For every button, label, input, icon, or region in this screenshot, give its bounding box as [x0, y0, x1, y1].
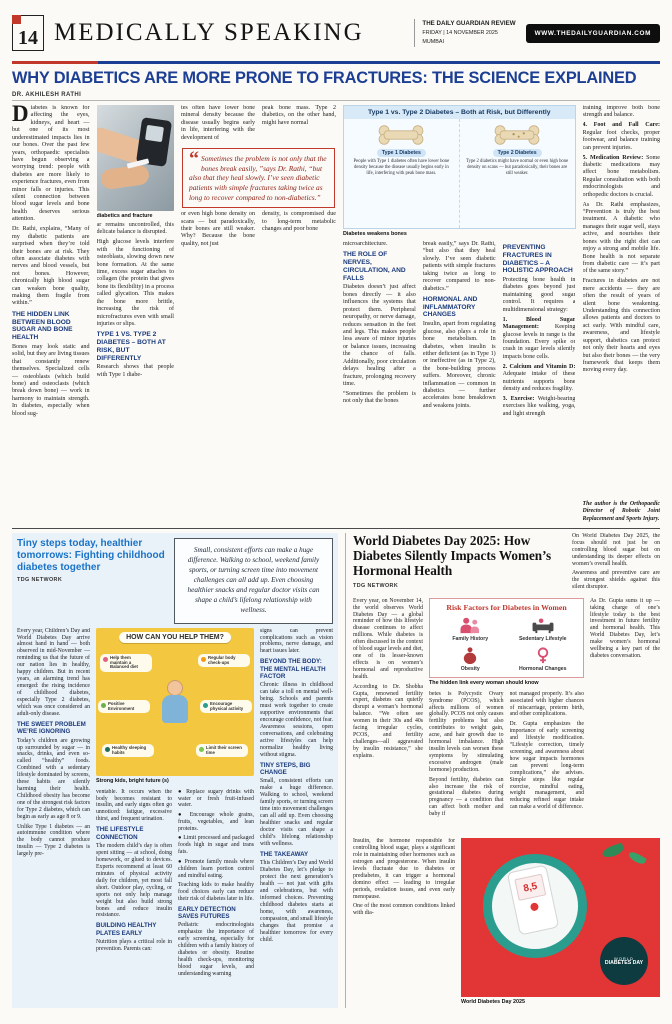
help-chip: Healthy sleeping habits — [102, 744, 154, 758]
wdd-image-wrap — [461, 838, 660, 1008]
body-paragraph: betes is Polycystic Ovary Syndrome (PCOS), which affects millions of women globally. PCOS not only causes fertility problems but also contributes to weight gain, acne, and hair growth due to hormonal imbalance. High insulin levels can worsen these symptoms by stimulating excessive androgen (male hormone) production. — [429, 690, 504, 774]
tiny-headline-wrap — [17, 538, 167, 624]
lead-paragraph: Diabetes is known for affecting the eyes, kidneys, and heart — but one of its most underestimated impacts lies in our bones. Over the past few years, orthopaedic specialists have begun observing a worrying trend: people with diabetes are more likely to experience fractures, even from minor falls or injuries. This silent connection between blood sugar levels and bone health deserves serious attention. — [12, 105, 90, 223]
chip-dot-icon — [103, 657, 108, 662]
chip-dot-icon — [201, 657, 206, 662]
wdd-mini-columns — [429, 691, 584, 835]
body-paragraph: According to Dr. Shobha Gupta, renowned fertility expert, diabetes can quietly disrupt a woman’s hormonal balance. “We often see women in their 30s and 40s facing irregular cycles, PCOS, and fertility challenges—all aggravated by insulin resistance,” she explains. — [353, 683, 423, 760]
quote-open-icon: “ — [189, 147, 199, 170]
article-cols-5-7 — [343, 105, 576, 523]
tiny-quote-box — [174, 538, 333, 624]
subhead-nerves: THE ROLE OF NERVES, CIRCULATION, AND FALLS — [343, 251, 406, 282]
help-chip: Regular body check-ups — [198, 654, 250, 668]
pair-bottom-text — [181, 211, 336, 251]
pull-quote-text: Sometimes the problem is not only that the bones break easily, ”says Dr. Rathi, “but also that they heal slowly. I’ve seen diabetic patients with simple fractures taking twice as long to recover compared to non-diabetics.” — [189, 153, 327, 203]
numbered-item: 2. Calcium and Vitamin D: Adequate intake of these nutrients supports bone density and reduces fragility. — [502, 363, 576, 392]
childhood-diabetes-article — [12, 533, 338, 1008]
article-col-1 — [12, 105, 90, 523]
publication-city: MUMBAI — [422, 39, 444, 46]
risk-grid — [432, 615, 581, 674]
wdd-top-row — [353, 533, 660, 594]
publication-name: THE DAILY GUARDIAN REVIEW — [422, 19, 516, 27]
body-paragraph: or even high bone density on scans — but paradoxically, their bones are still weaker. Why? Because the bone quality, not just — [181, 211, 255, 247]
body-paragraph: Pediatric endocrinologists emphasize the importance of early screening, especially for children with a family history of diabetes or obesity. Routine health check-ups, monitoring blood sugar levels, and understanding warning — [178, 922, 254, 978]
wdd-col-1 — [353, 598, 423, 835]
body-paragraph: “Sometimes the problem is not only that the bones — [343, 390, 416, 405]
child-illustration-head — [167, 680, 183, 696]
body-paragraph: ar remains uncontrolled, this delicate balance is disrupted. — [96, 222, 174, 236]
bottom-sections — [12, 528, 660, 1008]
wdd-col-3 — [510, 691, 585, 835]
subhead-lifestyle: THE LIFESTYLE CONNECTION — [96, 826, 144, 841]
article-col-2 — [97, 105, 175, 523]
body-paragraph: Bones may look static and solid, but they are living tissues that constantly renew themselves. Specialized cells — osteoblasts (which build bone) and osteoclasts (which break down bone) — work in harmony to maintain strength. In diabetes, especially when blood sug- — [12, 343, 90, 417]
page-number-box — [12, 15, 44, 51]
subhead-healthy-plates: BUILDING HEALTHY PLATES EARLY — [96, 922, 157, 937]
glucometer-screen-shape — [145, 125, 164, 142]
body-paragraph: ventable. It occurs when the body becomes resistant to insulin, and early signs often go unnoticed: fatigue, excessive thirst, and frequent urination. — [96, 788, 172, 823]
risk-item: Family History — [436, 616, 505, 642]
tiny-byline: TDG NETWORK — [17, 577, 63, 584]
body-paragraph: Insulin, apart from regulating glucose, also plays a role in bone metabolism. In diabetes, when insulin is either deficient (as in Type 1) or ineffective (as in Type 2), the bone-building process suffers. Moreover, chronic inflammation — common in diabetics — further accelerates bone breakdown and weakens joints. — [422, 321, 496, 409]
help-chip: Help them maintain a Balanced diet — [100, 654, 152, 673]
body-paragraph: Beyond fertility, diabetes can also increase the risk of gestational diabetes during pregnancy — a condition that can affect both mother and baby if — [429, 776, 504, 818]
body-paragraph: density, is compromised due to long-term metabolic changes and poor bone — [262, 211, 336, 233]
tiny-body — [17, 628, 333, 1003]
numbered-item: 1. Blood Sugar Management: Keeping glucose levels in range is the foundation. Every spike or crash in sugar levels silently impacts bone cells. — [502, 316, 576, 360]
pull-quote — [182, 148, 335, 209]
chip-dot-icon — [105, 747, 110, 752]
wdd-headline-wrap — [353, 533, 565, 594]
tiny-col-2 — [96, 789, 172, 1003]
body-paragraph: Every year, on November 14, the world observes World Diabetes Day — a global reminder of how this lifestyle disease continues to affect millions. While diabetes is often discussed in the context of blood sugar levels and diet, one of its lesser-known effects is on women’s hormonal and reproductive health. — [353, 597, 423, 681]
body-paragraph: Today’s children are growing up surrounded by sugar — in snacks, drinks, and even so-called “healthy” foods. Combined with a sedentary lifestyle dominated by screens, these habits are silently harming their health. Childhood obesity has become one of the strongest risk factors for Type 2 diabetes, which can begin as early as age 8 or 9. — [17, 737, 90, 821]
type1-panel — [344, 119, 460, 228]
body-paragraph: Nutrition plays a critical role in prevention. Parents can: — [96, 939, 172, 953]
pair-top-text — [181, 105, 336, 145]
bone-icon — [374, 123, 428, 147]
masthead — [12, 10, 660, 56]
help-chip: Encourage physical activity — [200, 700, 252, 714]
wdd-image-row — [353, 838, 660, 1008]
body-paragraph: As Dr. Rathi emphasizes, “Prevention is truly the best treatment. A diabetic who manages their sugar well, stays active, and nourishes their bones with the right diet can enjoy a strong and mobile life. Bone health is not separate from diabetic care — it’s part of the same story.” — [582, 201, 660, 275]
body-paragraph: As Dr. Gupta sums it up — taking charge of one’s lifestyle today is the best investment in future fertility and hormonal health. This World Diabetes Day, let’s make women’s hormonal wellbeing a key part of the diabetes conversation. — [590, 597, 660, 660]
wdd-col-4-top — [572, 533, 660, 594]
main-byline: DR. AKHILESH RATHI — [12, 92, 660, 101]
chip-dot-icon — [199, 747, 204, 752]
masthead-rule — [12, 61, 660, 64]
sedentary-lifestyle-icon — [531, 616, 555, 635]
wdd-col-4 — [590, 598, 660, 835]
help-chip: Limit their screen time — [196, 744, 248, 758]
wdd-col-2 — [429, 691, 504, 835]
col8-text — [583, 105, 661, 499]
womens-health-article — [353, 533, 660, 1008]
bone-infographic-title: Type 1 vs. Type 2 Diabetes – Both at Risk, but Differently — [344, 106, 575, 119]
bullet-item: ● Encourage whole grains, fruits, vegetables, and lean proteins. — [178, 811, 254, 832]
wdd-bottom-left-text — [353, 838, 455, 1008]
chip-dot-icon — [203, 703, 208, 708]
subhead-type1-vs-type2: TYPE 1 VS. TYPE 2 DIABETES – BOTH AT RISK, BUT DIFFERENTLY — [96, 331, 166, 362]
body-paragraph: On World Diabetes Day 2025, the focus should not just be on controlling blood sugar but on understanding its deeper effects on women’s overall health. — [572, 533, 660, 567]
article-col-5 — [343, 241, 416, 523]
subhead-mental-health: BEYOND THE BODY: THE MENTAL HEALTH FACTOR — [260, 658, 326, 680]
weak-bone-icon — [490, 123, 544, 147]
main-headline: WHY DIABETICS ARE MORE PRONE TO FRACTURES: THE SCIENCE EXPLAINED — [12, 69, 637, 87]
type2-text: Type 2 diabetics might have normal or even high bone density on scans — but paradoxically, their bones are still weaker. — [466, 159, 569, 177]
subhead-hormonal: HORMONAL AND INFLAMMATORY CHANGES — [422, 295, 478, 319]
body-paragraph: break easily,” says Dr. Rathi, “but also that they heal slowly. I’ve seen diabetic patients with simple fractures taking twice as long to recover compared to non-diabetics.” — [422, 241, 496, 292]
subhead-early-detection: EARLY DETECTION SAVES FUTURES — [178, 905, 236, 921]
body-paragraph: peak bone mass. Type 2 diabetics, on the other hand, might have normal — [262, 105, 336, 126]
numbered-item: 3. Exercise: Weight-bearing exercises like walking, yoga, and light strength — [502, 395, 576, 417]
author-note: The author is the Orthopaedic Director of Robotic Joint Replacement and Sports Injury. — [582, 500, 660, 522]
tiny-col-3 — [178, 789, 254, 1003]
website-pill: WWW.THEDAILYGUARDIAN.COM — [526, 24, 660, 43]
body-paragraph: Unlike Type 1 diabetes — an autoimmune condition where the body cannot produce insulin — Type 2 diabetes is largely pre- — [17, 823, 90, 858]
body-paragraph: Every year, Children’s Day and World Diabetes Day arrive almost hand in hand — both observed in mid-November — reminding us that the future of our nation lies in healthy, happy children. But in recent years, an alarming trend has emerged: the rising incidence of childhood diabetes, especially Type 2 diabetes, which was once considered an adult-only disease. — [17, 627, 90, 717]
type1-label: Type 1 Diabetes — [377, 149, 426, 157]
type1-text: People with Type 1 diabetes often have lower bone density because the disease usually begins early in life, interfering with peak bone mass. — [353, 159, 450, 177]
bone-infographic-body — [344, 119, 575, 228]
photo-caption: diabetics and fracture — [96, 213, 153, 219]
body-paragraph: signs can prevent complications such as vision problems, nerve damage, and heart issues later. — [260, 627, 333, 655]
hormonal-changes-icon — [531, 646, 555, 665]
body-paragraph: Teaching kids to make healthy food choices early can reduce their risk of diabetes later in life. — [178, 882, 254, 902]
wdd-badge: WORLD DIABETES DAY — [600, 937, 648, 985]
article-cols-3-4 — [181, 105, 336, 523]
main-article — [12, 69, 660, 523]
infographic-caption: Diabetes weakens bones — [343, 231, 407, 237]
body-paragraph: tes often have lower bone mineral density because the disease usually begins early in life, interfering with the development of — [181, 105, 255, 141]
wdd-body — [353, 598, 660, 835]
body-paragraph: This Children’s Day and World Diabetes Day, let’s pledge to protect the next generation’s health — not just with gifts and celebrations, but with informed choices. Preventing childhood diabetes starts at home, with awareness, compassion, and small lifestyle changes that promise a healthier tomorrow for every child. — [260, 860, 333, 943]
risk-item: Obesity — [436, 646, 505, 672]
page-number: 14 — [18, 27, 38, 49]
body-paragraph: Diabetes doesn’t just affect bones directly — it also influences the systems that protect them. Peripheral neuropathy, or nerve damage, reduces sensation in the feet and legs. This makes people less aware of minor injuries or balance issues, increasing the chance of falls. Additionally, poor circulation delays healing after a fracture, prolonging recovery time. — [343, 284, 416, 387]
tiny-col-1 — [17, 628, 90, 1003]
red-corner-mark — [12, 15, 21, 24]
risk-item: Sedentary Lifestyle — [509, 616, 578, 642]
risk-infographic-caption: The hidden link every woman should know — [429, 679, 539, 686]
chip-dot-icon — [101, 703, 106, 708]
subhead-sweet-problem: THE SWEET PROBLEM WE’RE IGNORING — [17, 720, 86, 736]
masthead-meta — [414, 19, 515, 48]
glucometer-reading: 8,5 — [514, 874, 546, 901]
article-col-7 — [503, 241, 576, 523]
subhead-takeaway: THE TAKEAWAY — [260, 850, 309, 858]
drop-cap: D — [12, 105, 29, 126]
bone-infographic — [343, 105, 576, 229]
help-chip: Positive Environment — [98, 700, 150, 714]
wdd-headline: World Diabetes Day 2025: How Diabetes Silently Impacts Women’s Hormonal Health — [353, 533, 552, 579]
body-paragraph: Awareness and preventive care are the strongest shields against this silent disruptor. — [572, 570, 660, 591]
hand-shape — [99, 164, 149, 190]
tiny-top-row — [17, 538, 333, 624]
body-paragraph: Protecting bone health in diabetes goes beyond just maintaining good sugar control. It requires a multidimensional strategy: — [502, 277, 576, 313]
world-diabetes-day-illustration — [461, 838, 660, 997]
publication-date: FRIDAY | 14 NOVEMBER 2025 — [422, 30, 498, 37]
help-infographic-title: HOW CAN YOU HELP THEM? — [119, 632, 231, 643]
article-col-8 — [583, 105, 661, 523]
family-history-icon — [458, 616, 482, 635]
section-divider — [345, 533, 346, 1008]
mini-columns — [343, 241, 576, 523]
tiny-quote-text: Small, consistent efforts can make a huge difference. Walking to school, weekend family sports, or turning screen time into movement challenges can all add up. Even choosing healthier snacks and regular doctor visits can shape a child’s lifelong relationship with wellness. — [187, 546, 320, 614]
body-paragraph: Dr. Gupta emphasizes the importance of early screening and lifestyle modification. “Lifestyle correction, timely screening, and awareness about how sugar impacts hormones can prevent long-term complications,” she advises. Simple steps like regular exercise, mindful eating, weight management, and reducing refined sugar intake can make a world of difference. — [509, 720, 584, 811]
type2-label: Type 2 Diabetes — [493, 149, 542, 157]
body-paragraph: microarchitecture. — [343, 241, 388, 247]
risk-factors-infographic — [429, 598, 584, 678]
numbered-item: 4. Foot and Fall Care: Regular foot checks, proper footwear, and balance training can prevent injuries. — [582, 122, 660, 151]
child-illustration-body — [162, 695, 188, 723]
subhead-tiny-steps: TINY STEPS, BIG CHANGE — [260, 761, 311, 777]
body-paragraph: training improve both bone strength and balance. — [582, 105, 660, 119]
bullet-item: ● Replace sugary drinks with water or fresh fruit-infused water. — [178, 788, 254, 809]
obesity-icon — [458, 646, 482, 665]
tiny-headline: Tiny steps today, healthier tomorrows: Fighting childhood diabetes together — [17, 538, 165, 573]
risk-infographic-title: Risk Factors for Diabetes in Women — [446, 602, 567, 612]
wdd-byline: TDG NETWORK — [353, 582, 399, 589]
wdd-image-caption: World Diabetes Day 2025 — [461, 999, 526, 1005]
tiny-col-4 — [260, 628, 333, 1003]
wdd-center — [429, 598, 584, 835]
body-paragraph: One of the most common conditions linked with dia- — [353, 903, 455, 917]
diabetes-test-photo — [97, 105, 175, 211]
leaf-decoration — [601, 843, 625, 860]
article-col-6 — [423, 241, 496, 523]
body-paragraph: Research shows that people with Type 1 diabe- — [96, 364, 174, 378]
leaf-decoration — [627, 850, 647, 866]
body-paragraph: Insulin, the hormone responsible for controlling blood sugar, plays a significant role in maintaining other hormones such as estrogen and progesterone. When insulin levels fluctuate due to diabetes or prediabetes, it can trigger a hormonal domino effect — leading to irregular periods, ovulation issues, and even early menopause. — [353, 838, 455, 900]
risk-item: Hormonal Changes — [509, 646, 578, 672]
type2-panel — [460, 119, 575, 228]
subhead-hidden-link: THE HIDDEN LINK BETWEEN BLOOD SUGAR AND BONE HEALTH — [12, 310, 73, 342]
body-paragraph: The modern child’s day is often spent sitting — at school, doing homework, or glued to devices. Experts recommend at least 60 minutes of physical activity daily for children, yet most fall short. Outdoor play, cycling, or sports not only help manage weight but also build strong bones and reduce insulin resistance. — [96, 842, 172, 919]
body-paragraph: not managed properly. It’s also associated with higher chances of miscarriage, preterm birth, and other complications. — [509, 690, 584, 718]
masthead-title: MEDICALLY SPEAKING — [54, 19, 364, 46]
tiny-center — [96, 628, 254, 1003]
subhead-preventing: PREVENTING FRACTURES IN DIABETICS – A HOLISTIC APPROACH — [502, 244, 573, 275]
body-paragraph: Fractures in diabetes are not mere accidents — they are often the result of years of silent bone weakening. Understanding this connection allows patients and doctors to act early. With mindful care, awareness, and lifestyle support, diabetics can protect not only their hearts and eyes but also their bones — the very framework that keeps them moving every day. — [582, 278, 660, 374]
article-columns — [12, 105, 660, 523]
bullet-item: ● Promote family meals where children learn portion control and mindful eating. — [178, 858, 254, 879]
bullet-item: ● Limit processed and packaged foods high in sugar and trans fats. — [178, 835, 254, 856]
body-paragraph: High glucose levels interfere with the functioning of osteoblasts, slowing down new bone formation. At the same time, excess sugar attaches to collagen (the protein that gives bone its flexibility) in a process called glycation. This makes the bone more brittle, increasing the risk of microfractures even with small injuries or slips. — [96, 239, 174, 327]
body-paragraph: Small, consistent efforts can make a huge difference. Walking to school, weekend family sports, or turning screen time into movement challenges can all add up. Even choosing healthier snacks and regular doctor visits can shape a child’s lifelong relationship with wellness. — [260, 778, 333, 847]
help-infographic-caption: Strong kids, bright future (s) — [96, 777, 169, 784]
glucometer-button — [530, 902, 539, 911]
body-paragraph: Chronic illness in childhood can take a toll on mental well-being. Schools and parents must work together to create supportive environments that encourage confidence, not fear. Awareness sessions, open conversations, and celebrating active lifestyles can help normalize healthy living without stigma. — [260, 682, 333, 758]
help-infographic — [96, 628, 254, 776]
tiny-mini-columns — [96, 789, 254, 1003]
numbered-item: 5. Medication Review: Some diabetic medications may affect bone metabolism. Regular consultation with both endocrinologists and orthopedic doctors is crucial. — [582, 154, 660, 198]
body-paragraph: Dr. Rathi, explains, “Many of my diabetic patients are surprised when they’re told their bones are at risk. They often associate diabetes with nerves and blood vessels, but not bones. However, chronically high blood sugar can weaken bone quality, making them fragile from within.” — [12, 226, 90, 307]
